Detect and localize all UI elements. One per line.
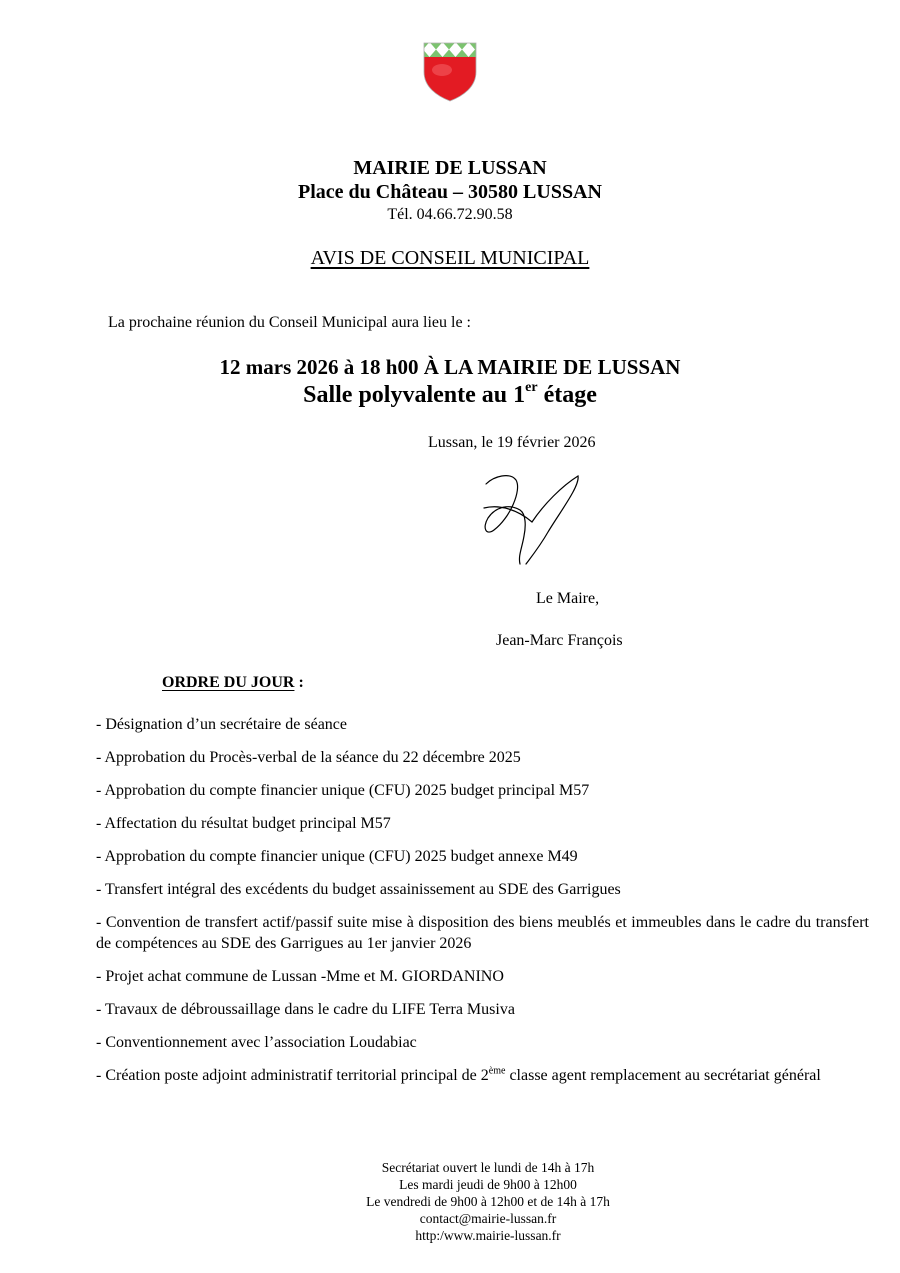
- footer-hours-tue-thu: Les mardi jeudi de 9h00 à 12h00: [399, 1177, 577, 1192]
- meeting-room: Salle polyvalente au 1er étage: [303, 380, 597, 408]
- coat-of-arms-icon: [423, 42, 477, 102]
- footer-website: http:/www.mairie-lussan.fr: [415, 1228, 561, 1243]
- mairie-address: Place du Château – 30580 LUSSAN: [298, 181, 602, 203]
- agenda-item: - Convention de transfert actif/passif suite mise à disposition des biens meublés et immeubles dans le cadre du transfert de compétences au SDE des Garrigues au 1er janvier 2026: [96, 914, 869, 952]
- agenda-item: - Projet achat commune de Lussan -Mme et M. GIORDANINO: [96, 968, 504, 985]
- agenda-item: - Affectation du résultat budget principal M57: [96, 815, 391, 832]
- notice-title: AVIS DE CONSEIL MUNICIPAL: [310, 247, 590, 269]
- meeting-date: 12 mars 2026 à 18 h00 À LA MAIRIE DE LUSSAN: [219, 355, 681, 379]
- agenda-item: - Transfert intégral des excédents du budget assainissement au SDE des Garrigues: [96, 881, 621, 898]
- agenda-item: - Approbation du compte financier unique (CFU) 2025 budget principal M57: [96, 782, 590, 799]
- agenda-item: - Travaux de débroussaillage dans le cadre du LIFE Terra Musiva: [96, 1001, 515, 1018]
- intro-text: La prochaine réunion du Conseil Municipal aura lieu le :: [108, 314, 471, 331]
- agenda-item: - Approbation du compte financier unique (CFU) 2025 budget annexe M49: [96, 848, 578, 865]
- agenda-item: - Désignation d’un secrétaire de séance: [96, 716, 347, 733]
- signature-image: [480, 470, 590, 570]
- place-date: Lussan, le 19 février 2026: [428, 434, 596, 451]
- footer-hours-monday: Secrétariat ouvert le lundi de 14h à 17h: [381, 1160, 595, 1175]
- footer: [0, 1159, 900, 1244]
- footer-hours-friday: Le vendredi de 9h00 à 12h00 et de 14h à 17h: [366, 1194, 610, 1209]
- agenda-item-last: - Création poste adjoint administratif territorial principal de 2ème classe agent remplacement au secrétariat général: [96, 1065, 821, 1084]
- mairie-phone: Tél. 04.66.72.90.58: [387, 206, 513, 223]
- mayor-title: Le Maire,: [536, 590, 600, 607]
- agenda-item: - Conventionnement avec l’association Loudabiac: [96, 1034, 417, 1051]
- agenda-item: - Approbation du Procès-verbal de la séance du 22 décembre 2025: [96, 749, 521, 766]
- mayor-name: Jean-Marc François: [496, 632, 623, 649]
- footer-email: contact@mairie-lussan.fr: [419, 1211, 557, 1226]
- agenda-title: ORDRE DU JOUR :: [162, 674, 304, 691]
- mairie-title: MAIRIE DE LUSSAN: [353, 157, 547, 179]
